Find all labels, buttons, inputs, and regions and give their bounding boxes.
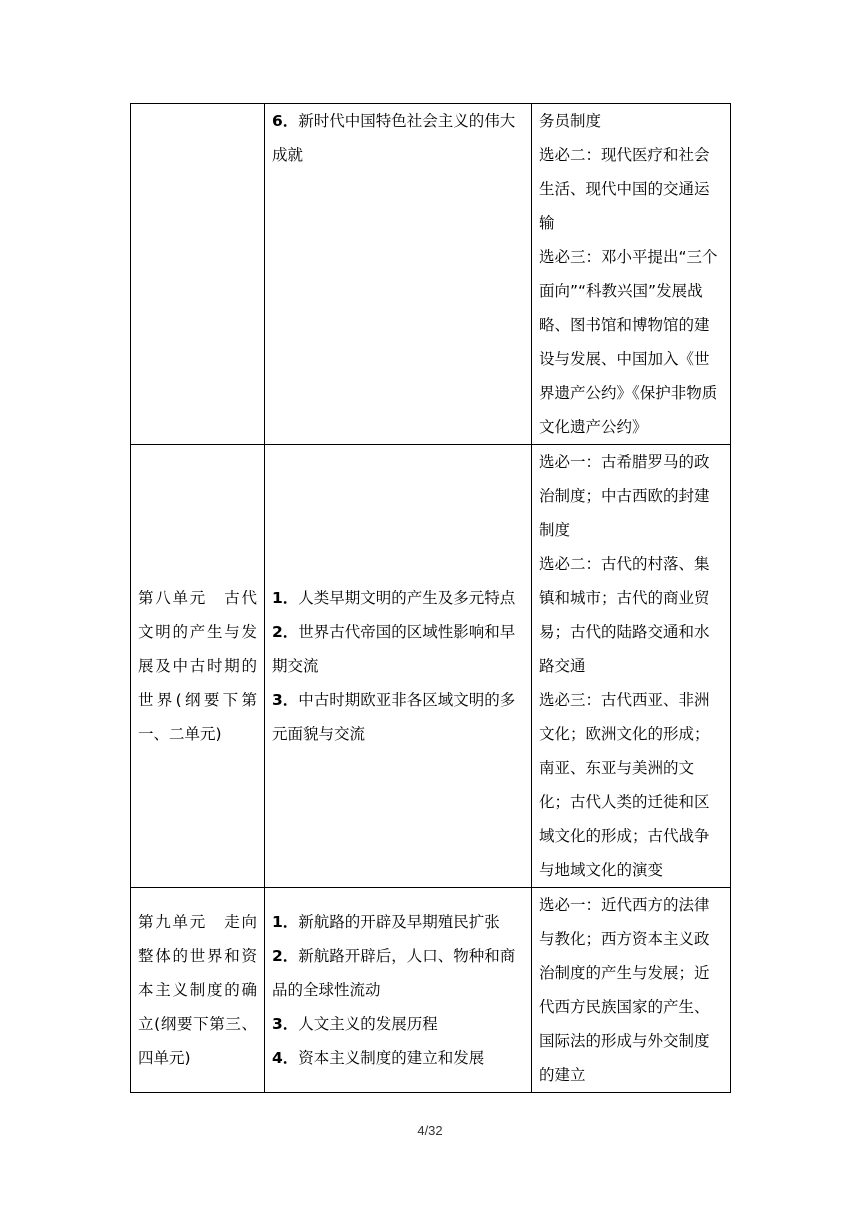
curriculum-table [130,103,731,1093]
unit-cell [131,104,265,445]
content-item: 1．新航路的开辟及早期殖民扩张 [272,913,500,931]
elective-item: 选必二：古代的村落、集镇和城市；古代的商业贸易；古代的陆路交通和水路交通 [539,555,710,675]
item-number: 3． [272,691,299,709]
content-cell [265,104,532,445]
content-item: 3．人文主义的发展历程 [272,1015,438,1033]
elective-item: 选必三：邓小平提出“三个面向”“科教兴国”发展战略、图书馆和博物馆的建设与发展、中国加入《世界遗产公约》《保护非物质文化遗产公约》 [539,248,718,436]
content-item: 1．人类早期文明的产生及多元特点 [272,589,516,607]
item-number: 6． [272,112,299,130]
content-item: 2．新航路开辟后，人口、物种和商品的全球性流动 [272,947,516,999]
content-item: 3．中古时期欧亚非各区域文明的多元面貌与交流 [272,691,516,743]
elective-cell [532,104,731,445]
item-number: 2． [272,947,299,965]
elective-cell [532,888,731,1093]
unit-cell: 第八单元 古代文明的产生与发展及中古时期的世界(纲要下第一、二单元) [131,445,265,888]
table-row [131,888,731,1093]
content-cell [265,888,532,1093]
content-cell [265,445,532,888]
item-number: 3． [272,1015,299,1033]
table-row [131,445,731,888]
elective-item: 选必二：现代医疗和社会生活、现代中国的交通运输 [539,146,710,232]
item-number: 1． [272,589,299,607]
content-item: 4．资本主义制度的建立和发展 [272,1049,485,1067]
item-number: 2． [272,623,299,641]
content-item: 6．新时代中国特色社会主义的伟大成就 [272,112,516,164]
page-number: 4/32 [417,1123,443,1138]
content-item: 2．世界古代帝国的区域性影响和早期交流 [272,623,516,675]
elective-item: 选必一：古希腊罗马的政治制度；中古西欧的封建制度 [539,453,710,539]
elective-item: 选必三：古代西亚、非洲文化；欧洲文化的形成；南亚、东亚与美洲的文化；古代人类的迁徙和区域文化的形成；古代战争与地域文化的演变 [539,691,710,879]
elective-item: 务员制度 [539,112,602,130]
elective-cell [532,445,731,888]
item-number: 4． [272,1049,299,1067]
table-row [131,104,731,445]
item-number: 1． [272,913,299,931]
elective-item: 选必一：近代西方的法律与教化；西方资本主义政治制度的产生与发展；近代西方民族国家的产生、国际法的形成与外交制度的建立 [539,896,710,1084]
unit-cell: 第九单元 走向整体的世界和资本主义制度的确立(纲要下第三、四单元) [131,888,265,1093]
